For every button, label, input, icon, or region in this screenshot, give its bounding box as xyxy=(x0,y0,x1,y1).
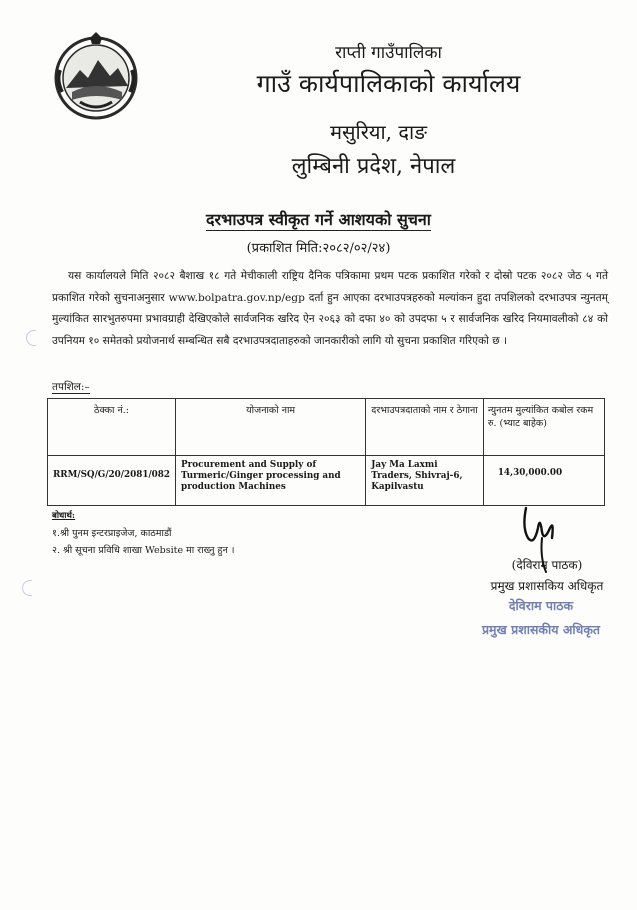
punch-hole-mark xyxy=(26,330,36,346)
cell-contract-no: RRM/SQ/G/20/2081/082 xyxy=(48,456,176,506)
published-date: (प्रकाशित मिति:२०८२/०२/२४) xyxy=(246,241,391,256)
punch-hole-mark xyxy=(22,580,32,596)
office-location: मसुरिया, दाङ xyxy=(330,120,427,144)
municipality-name: राप्ती गाउँपालिका xyxy=(335,43,442,63)
details-label xyxy=(52,380,90,394)
notice-title-text: दरभाउपत्र स्वीकृत गर्ने आशयको सुचना xyxy=(206,210,431,229)
notice-title xyxy=(0,208,637,230)
notice-body: यस कार्यालयले मिति २०८२ बैशाख १८ गते मेचीकाली राष्ट्रिय दैनिक पत्रिकामा प्रथम पटक प्रकाशित गरेको र दोस्रो पटक २०८२ जेठ ५ गते प्रकाशित गरेको सुचनाअनुसार www.bolpatra.gov.np/egp दर्ता हुन आएका दरभाउपत्रहरुको मल्यांकन हुदा तपशिलको दरभाउपत्र न्युनतम् मुल्यांकित सारभुतरुपमा प्रभावग्राही देखिएकोले सार्वजनिक खरिद ऐन २०६३ को दफा ४० को उपदफा ५ र सार्वजनिक खरिद नियमावलीको ८४ को उपनियम १० समेतको प्रयोजनार्थ सम्बन्धित सबै दरभाउपत्रदाताहरुको जानकारीको लागि यो सुचना प्रकाशित गरिएको छ । xyxy=(52,270,608,347)
signer-name: (देविराम पाठक) xyxy=(511,558,583,572)
official-stamp xyxy=(466,594,616,642)
header-bidder: दरभाउपत्रदाताको नाम र ठेगाना xyxy=(366,399,484,456)
cell-bidder: Jay Ma Laxmi Traders, Shivraj-6, Kapilvastu xyxy=(366,456,484,506)
stamp-name: देविराम पाठक xyxy=(508,598,574,613)
province-country: लुम्बिनी प्रदेश, नेपाल xyxy=(291,154,456,179)
header-contract-no: ठेक्का नं.: xyxy=(48,399,176,456)
cc-section xyxy=(52,508,234,559)
cc-item: १.श्री पुनम इन्टरप्राइजेज, काठमाडौं xyxy=(52,528,172,539)
cell-project-name: Procurement and Supply of Turmeric/Ginger processing and production Machines xyxy=(176,456,366,506)
cc-item: २. श्री सूचना प्रविधि शाखा Website मा राख्नु हुन । xyxy=(52,545,235,556)
table-header-row xyxy=(48,399,605,456)
cell-amount: 14,30,000.00 xyxy=(483,456,604,506)
header-project-name: योजनाको नाम xyxy=(176,399,366,456)
cc-label: बोधार्थ: xyxy=(52,511,76,521)
stamp-designation: प्रमुख प्रशासकीय अधिकृत xyxy=(481,622,601,637)
details-label-text: तपशिल:– xyxy=(52,381,90,393)
office-name: गाउँ कार्यपालिकाको कार्यालय xyxy=(256,69,521,98)
header-amount: न्युनतम मुल्यांकित कबोल रकम रु. (भ्याट बाहेक) xyxy=(483,399,604,456)
signer-designation: प्रमुख प्रशासकिय अधिकृत xyxy=(490,579,604,593)
award-table xyxy=(47,398,605,506)
signer-block xyxy=(472,555,622,597)
